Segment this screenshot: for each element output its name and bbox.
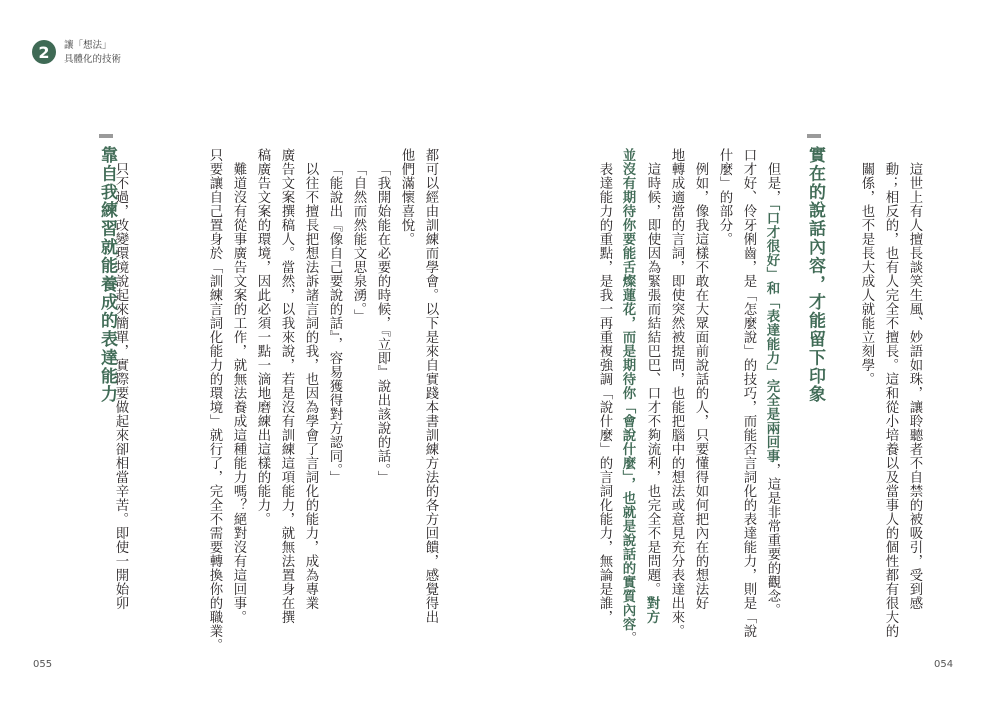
body-line: 他們滿懷喜悅。 bbox=[399, 148, 414, 246]
body-line: 廣告文案撰稿人。當然，以我來說，若是沒有訓練這項能力，就無法置身在撰 bbox=[279, 148, 294, 624]
body-line bbox=[618, 148, 638, 645]
body-line: 只要讓自己置身於「訓練言詞化能力的環境」就行了，完全不需要轉換你的職業。 bbox=[207, 148, 222, 652]
page-number-right: 054 bbox=[934, 659, 954, 670]
heading-marker bbox=[99, 134, 113, 138]
highlight-text: 並沒有期待你要能舌燦蓮花，而是期待你「會說什麼」，也就是說話的實質內容 bbox=[620, 148, 636, 632]
text-run: ，這是非常重要的觀念。 bbox=[765, 463, 780, 618]
body-line: 以往不擅長把想法訴諸言詞的我，也因為學會了言詞化的能力，成為專業 bbox=[303, 162, 318, 610]
body-line: 地轉成適當的言詞，即使突然被提問，也能把腦中的想法或意見充分表達出來。 bbox=[669, 148, 684, 638]
body-line bbox=[642, 162, 662, 624]
body-line: 表達能力的重點，是我一再重複強調「說什麼」的言詞化能力，無論是誰， bbox=[597, 162, 612, 624]
body-line: 稿廣告文案的環境，因此必須一點一滴地磨練出這樣的能力。 bbox=[255, 148, 270, 526]
section-heading: 靠自我練習就能養成的表達能力 bbox=[97, 146, 117, 404]
section-heading: 實在的說話內容，才能留下印象 bbox=[805, 146, 825, 404]
quote-line: 「我開始能在必要的時候，『立即』說出該說的話。」 bbox=[375, 162, 390, 485]
text-run: 但是， bbox=[765, 162, 780, 204]
body-line: 只不過，改變環境說起來簡單，實際要做起來卻相當辛苦。即使一開始卯 bbox=[113, 162, 128, 610]
page-number-left: 055 bbox=[33, 659, 53, 670]
body-line: 動；相反的，也有人完全不擅長。這和從小培養以及當事人的個性都有很大的 bbox=[883, 162, 898, 638]
body-line bbox=[762, 162, 782, 617]
body-line: 例如，像我這樣不敢在大眾面前說話的人，只要懂得如何把內在的想法好 bbox=[693, 162, 708, 610]
text-run: 這時候，即使因為緊張而結結巴巴、口才不夠流利，也完全不是問題。 bbox=[645, 162, 660, 596]
chapter-title-line: 具體化的技術 bbox=[64, 54, 122, 65]
chapter-title bbox=[64, 39, 121, 67]
chapter-title-line: 讓「想法」 bbox=[64, 40, 112, 51]
heading-marker bbox=[807, 134, 821, 138]
body-line: 難道沒有從事廣告文案的工作，就無法養成這種能力嗎？絕對沒有這回事。 bbox=[231, 162, 246, 624]
chapter-number-badge: 2 bbox=[32, 40, 56, 64]
text-run: 。 bbox=[621, 631, 636, 646]
body-line: 這世上有人擅長談笑生風、妙語如珠，讓聆聽者不自禁的被吸引，受到感 bbox=[907, 162, 922, 610]
body-line: 口才好、伶牙俐齒，是「怎麼說」的技巧，而能否言詞化的表達能力，則是「說 bbox=[741, 148, 756, 638]
quote-line: 「能說出『像自己要說的話』，容易獲得對方認同。」 bbox=[327, 162, 342, 485]
body-line: 都可以經由訓練而學會。以下是來自實踐本書訓練方法的各方回饋，感覺得出 bbox=[423, 148, 438, 624]
highlight-text: 對方 bbox=[644, 596, 660, 624]
body-line: 關係，也不是長大成人就能立刻學。 bbox=[859, 162, 874, 386]
quote-line: 「自然而然能文思泉湧。」 bbox=[351, 162, 366, 324]
body-line: 什麼」的部分。 bbox=[717, 148, 732, 246]
highlight-text: 「口才很好」和「表達能力」完全是兩回事 bbox=[764, 204, 780, 464]
